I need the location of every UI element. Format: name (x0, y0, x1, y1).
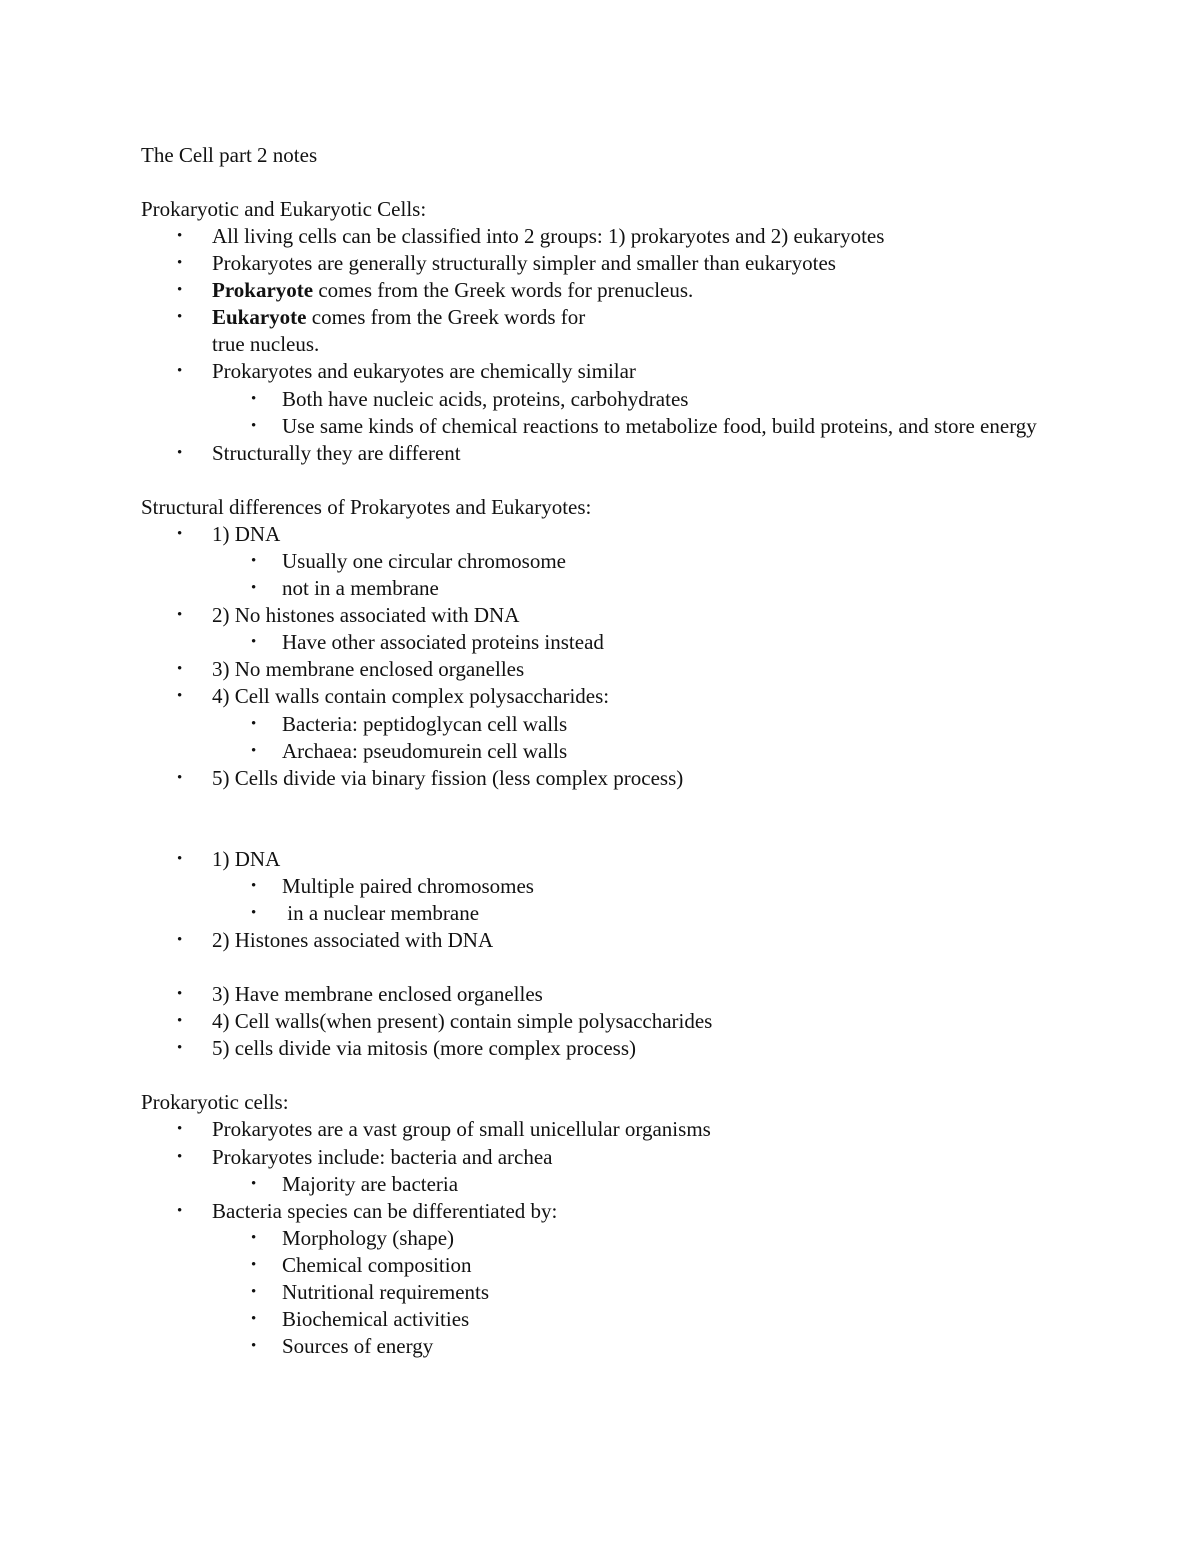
bullet-icon: • (177, 769, 183, 786)
list-item: • 2) Histones associated with DNA (141, 927, 1141, 954)
bullet-icon: • (177, 1121, 183, 1138)
list-subitem: • Majority are bacteria (141, 1171, 1141, 1198)
bullet-icon: • (177, 363, 183, 380)
bullet-icon: • (177, 850, 183, 867)
bullet-icon: • (251, 715, 257, 732)
blank-line (141, 819, 1141, 846)
blank-line (141, 954, 1141, 981)
list-subitem: • Bacteria: peptidoglycan cell walls (141, 711, 1141, 738)
list-item: • Prokaryotes are generally structurally simpler and smaller than eukaryotes (141, 250, 1141, 277)
document-title: The Cell part 2 notes (141, 143, 318, 167)
bullet-icon: • (251, 417, 257, 434)
list-subitem: • Archaea: pseudomurein cell walls (141, 738, 1141, 765)
list-subitem: • not in a membrane (141, 575, 1141, 602)
bullet-icon: • (177, 255, 183, 272)
bullet-icon: • (177, 309, 183, 326)
list-item: • Bacteria species can be differentiated by: (141, 1198, 1141, 1225)
blank-line (141, 467, 1141, 494)
list-item: • 5) Cells divide via binary fission (less complex process) (141, 765, 1141, 792)
bullet-icon: • (177, 688, 183, 705)
list-subitem: • Biochemical activities (141, 1306, 1141, 1333)
list-item: • Prokaryotes include: bacteria and archea (141, 1144, 1141, 1171)
term-eukaryote: Eukaryote (212, 305, 307, 330)
bullet-icon: • (177, 607, 183, 624)
bullet-icon: • (251, 877, 257, 894)
bullet-icon: • (177, 444, 183, 461)
list-item: • 3) Have membrane enclosed organelles (141, 981, 1141, 1008)
blank-line (141, 169, 1141, 196)
section1-list (141, 223, 1141, 467)
bullet-icon: • (177, 1148, 183, 1165)
list-item: • 2) No histones associated with DNA (141, 602, 1141, 629)
list-item: • All living cells can be classified into 2 groups: 1) prokaryotes and 2) eukaryotes (141, 223, 1141, 250)
section3-list (141, 846, 1141, 954)
blank-line (141, 1062, 1141, 1089)
bullet-icon: • (251, 1175, 257, 1192)
blank-line (141, 792, 1141, 819)
list-subitem: • in a nuclear membrane (141, 900, 1141, 927)
section-heading-prokaryotic-cells: Prokaryotic cells: (141, 1090, 289, 1115)
list-subitem: • Nutritional requirements (141, 1279, 1141, 1306)
list-item: • 3) No membrane enclosed organelles (141, 656, 1141, 683)
bullet-icon: • (251, 1311, 257, 1328)
list-item: • 1) DNA (141, 846, 1141, 873)
bullet-icon: • (177, 282, 183, 299)
bullet-icon: • (177, 228, 183, 244)
list-subitem: • Use same kinds of chemical reactions to metabolize food, build proteins, and store energy (141, 413, 1141, 440)
list-subitem: • Multiple paired chromosomes (141, 873, 1141, 900)
bullet-icon: • (251, 1338, 257, 1355)
list-subitem: • Usually one circular chromosome (141, 548, 1141, 575)
bullet-icon: • (251, 904, 257, 921)
list-item: • 1) DNA (141, 521, 1141, 548)
list-item: • Structurally they are different (141, 440, 1141, 467)
section-heading-prokaryotic-eukaryotic: Prokaryotic and Eukaryotic Cells: (141, 197, 427, 221)
list-item: • Prokaryote comes from the Greek words for prenucleus. (141, 277, 1141, 304)
bullet-icon: • (177, 661, 183, 678)
list-item: • Eukaryote comes from the Greek words for true nucleus. (177, 305, 586, 357)
list-item: • Prokaryotes are a vast group of small unicellular organisms (141, 1116, 1141, 1143)
bullet-icon: • (251, 580, 257, 597)
list-item: • Prokaryotes and eukaryotes are chemically similar (141, 358, 1141, 385)
bullet-icon: • (177, 1202, 183, 1219)
list-subitem: • Both have nucleic acids, proteins, carbohydrates (141, 386, 1141, 413)
bullet-icon: • (177, 932, 183, 949)
list-item: • 4) Cell walls(when present) contain simple polysaccharides (141, 1008, 1141, 1035)
bullet-icon: • (177, 986, 183, 1003)
bullet-icon: • (251, 1229, 257, 1246)
document-page (141, 142, 1141, 1360)
bullet-icon: • (177, 525, 183, 542)
list-item: • 4) Cell walls contain complex polysaccharides: (141, 683, 1141, 710)
list-subitem: • Chemical composition (141, 1252, 1141, 1279)
section-heading-structural-differences: Structural differences of Prokaryotes and Eukaryotes: (141, 494, 592, 519)
bullet-icon: • (251, 390, 257, 407)
bullet-icon: • (251, 1284, 257, 1300)
bullet-icon: • (251, 634, 257, 651)
bullet-icon: • (251, 742, 257, 759)
bullet-icon: • (251, 1256, 257, 1273)
term-prokaryote: Prokaryote (212, 278, 314, 303)
section2-list (141, 521, 1141, 792)
section3-list-continued (141, 981, 1141, 1062)
list-subitem: • Have other associated proteins instead (141, 629, 1141, 656)
list-subitem: • Sources of energy (141, 1333, 1141, 1360)
list-item: • 5) cells divide via mitosis (more complex process) (141, 1035, 1141, 1062)
section4-list (141, 1116, 1141, 1360)
bullet-icon: • (251, 552, 257, 569)
bullet-icon: • (177, 1013, 183, 1030)
bullet-icon: • (177, 1040, 183, 1057)
list-subitem: • Morphology (shape) (141, 1225, 1141, 1252)
